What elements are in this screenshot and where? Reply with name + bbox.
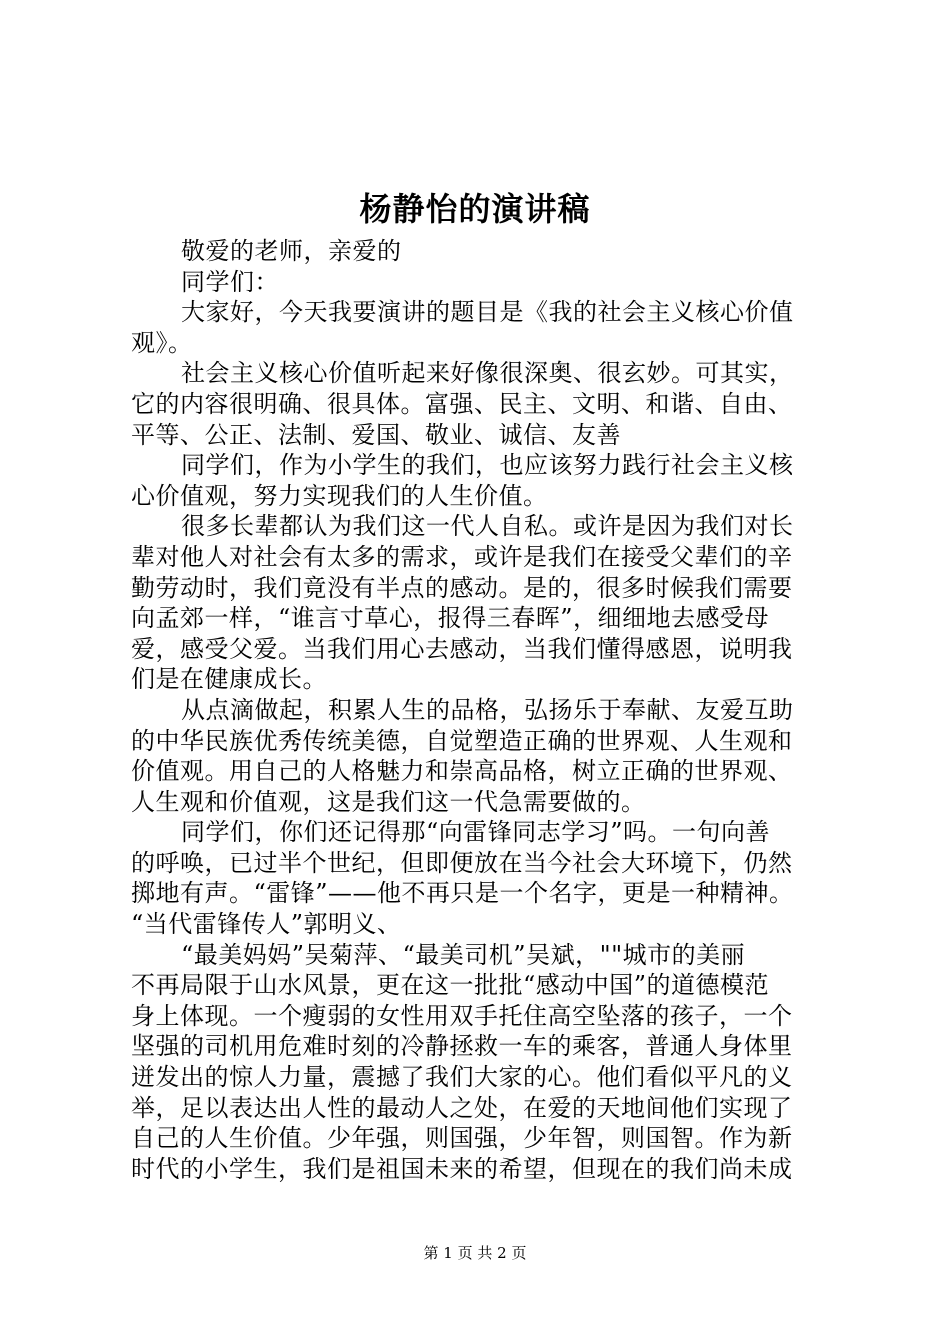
text-line: 平等、公正、法制、爱国、敬业、诚信、友善 (131, 420, 621, 449)
text-line: 它的内容很明确、很具体。富强、民主、文明、和谐、自由、 (131, 389, 793, 418)
text-line: 们是在健康成长。 (131, 665, 327, 694)
text-line: 勤劳动时，我们竟没有半点的感动。是的，很多时候我们需要 (131, 573, 793, 602)
text-line: 大家好，今天我要演讲的题目是《我的社会主义核心价值 (181, 298, 794, 327)
document-body (131, 236, 831, 1184)
text-line: “当代雷锋传人”郭明义、 (131, 910, 402, 939)
text-line: 敬爱的老师，亲爱的 (181, 237, 402, 265)
text-line: 爱，感受父爱。当我们用心去感动，当我们懂得感恩，说明我 (131, 634, 793, 663)
text-line: 向孟郊一样，“谁言寸草心，报得三春晖”，细细地去感受母 (131, 604, 770, 633)
text-line: 自己的人生价值。少年强，则国强，少年智，则国智。作为新 (131, 1124, 793, 1153)
text-line: 价值观。用自己的人格魅力和崇高品格，树立正确的世界观、 (131, 757, 793, 786)
text-line: 同学们，你们还记得那“向雷锋同志学习”吗。一句向善 (181, 818, 771, 847)
text-line: “最美妈妈”吴菊萍、“最美司机”吴斌，""城市的美丽 (181, 940, 746, 969)
text-line: 辈对他人对社会有太多的需求，或许是我们在接受父辈们的辛 (131, 542, 793, 571)
text-line: 不再局限于山水风景，更在这一批批“感动中国”的道德模范 (131, 971, 770, 1000)
text-line: 同学们： (181, 267, 279, 296)
document-title: 杨静怡的演讲稿 (359, 190, 591, 228)
text-line: 同学们，作为小学生的我们，也应该努力践行社会主义核 (181, 451, 794, 480)
text-line: 很多长辈都认为我们这一代人自私。或许是因为我们对长 (181, 512, 794, 541)
text-line: 时代的小学生，我们是祖国未来的希望，但现在的我们尚未成 (131, 1154, 793, 1183)
text-line: 从点滴做起，积累人生的品格，弘扬乐于奉献、友爱互助 (181, 695, 794, 724)
text-line: 的中华民族优秀传统美德，自觉塑造正确的世界观、人生观和 (131, 726, 793, 755)
text-line: 掷地有声。“雷锋”——他不再只是一个名字，更是一种精神。 (131, 879, 794, 908)
text-line: 身上体现。一个瘦弱的女性用双手托住高空坠落的孩子，一个 (131, 1001, 793, 1030)
text-line: 举，足以表达出人性的最动人之处，在爱的天地间他们实现了 (131, 1093, 793, 1122)
text-line: 坚强的司机用危难时刻的冷静拯救一车的乘客，普通人身体里 (131, 1032, 793, 1061)
text-line: 迸发出的惊人力量，震撼了我们大家的心。他们看似平凡的义 (131, 1063, 793, 1092)
text-line: 社会主义核心价值听起来好像很深奥、很玄妙。可其实， (181, 359, 794, 388)
page-footer: 第 1 页 共 2 页 (423, 1244, 527, 1262)
text-line: 观》。 (131, 328, 193, 357)
text-line: 人生观和价值观，这是我们这一代急需要做的。 (131, 787, 646, 816)
text-line: 心价值观，努力实现我们的人生价值。 (131, 481, 548, 510)
text-line: 的呼唤，已过半个世纪，但即便放在当今社会大环境下，仍然 (131, 848, 793, 877)
